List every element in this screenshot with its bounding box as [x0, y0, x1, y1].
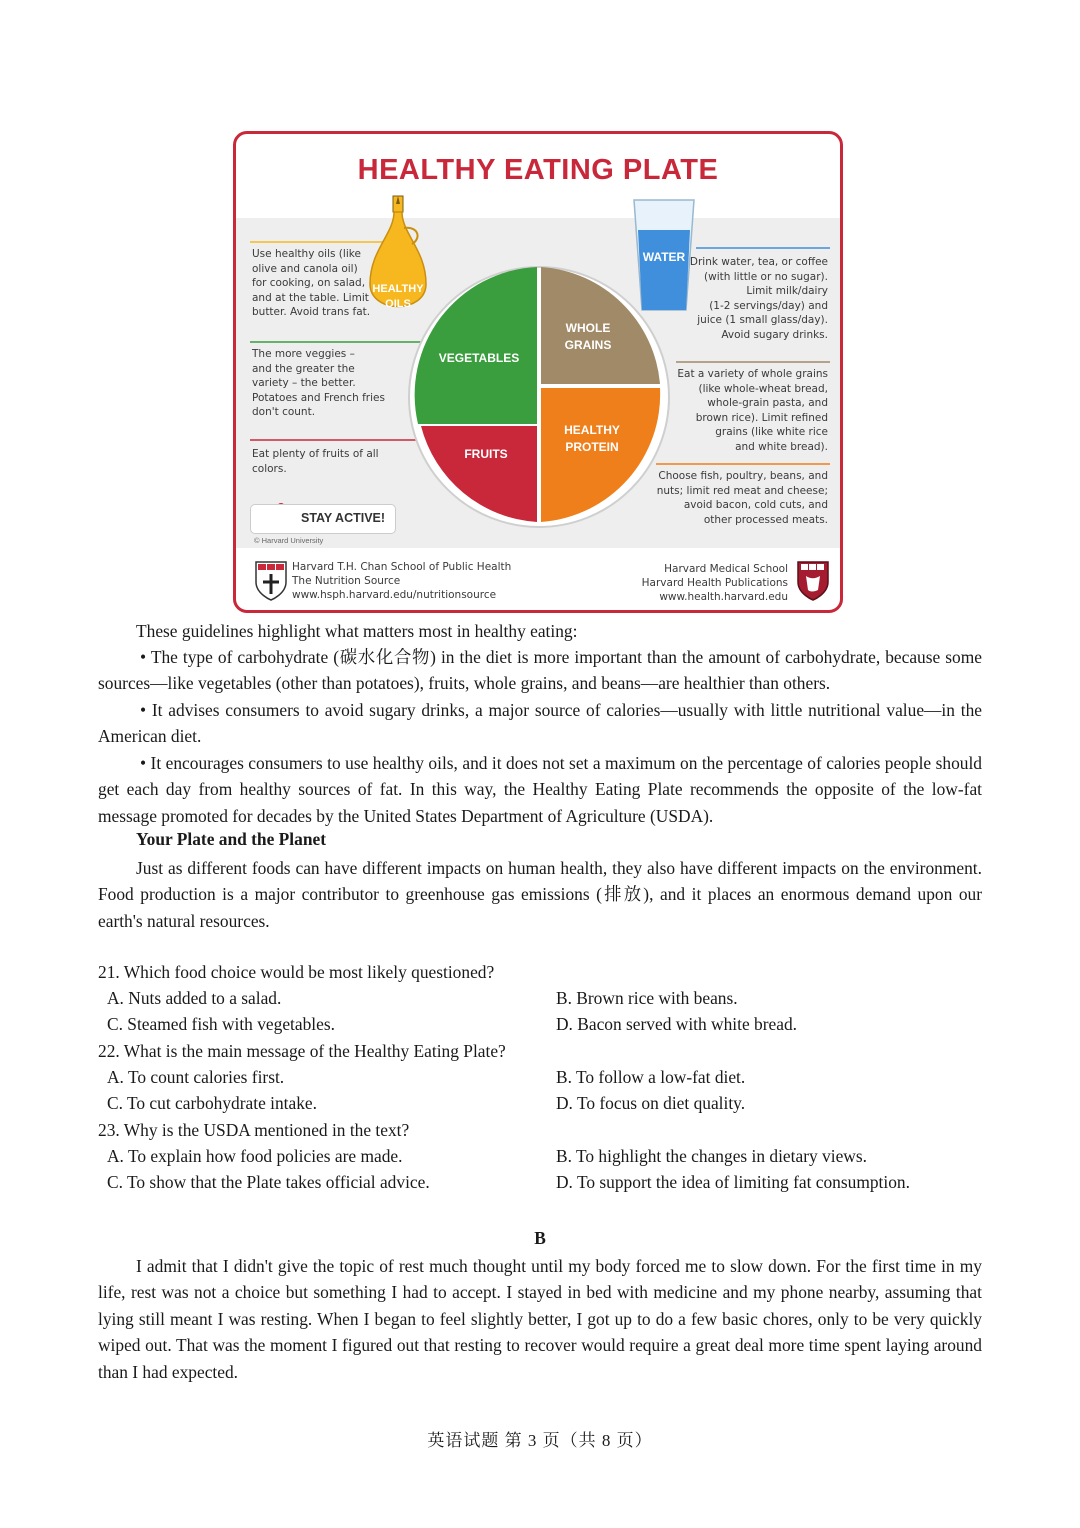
note-line: Limit milk/dairy — [746, 285, 828, 298]
infographic-title: HEALTHY EATING PLATE — [357, 154, 719, 186]
note-line: Choose fish, poultry, beans, and — [658, 470, 828, 482]
note-line: and at the table. Limit — [252, 291, 369, 304]
oils-note — [252, 247, 370, 320]
bullet-sugary-drinks: • It advises consumers to avoid sugary drinks, a major source of calories—usually with little nutritional value—in the American diet. — [98, 700, 982, 747]
credit-line: The Nutrition Source — [292, 575, 401, 587]
stay-active-label: STAY ACTIVE! — [301, 511, 386, 525]
note-line: juice (1 small glass/day). — [697, 314, 828, 327]
footer-right-credits — [642, 562, 788, 604]
note-line: brown rice). Limit refined — [695, 411, 828, 424]
question-22-option-b: B. To follow a low-fat diet. — [556, 1067, 746, 1087]
note-line: nuts; limit red meat and cheese; — [656, 484, 828, 497]
planet-paragraph: Just as different foods can have different impacts on human health, they also have different impacts on the environment. Food production is a major contributor to greenhouse gas emissions (排放), and it places an enormous demand upon our earth's natural resources. — [98, 858, 983, 931]
question-21-option-c: C. Steamed fish with vegetables. — [107, 1014, 335, 1034]
question-21-option-b: B. Brown rice with beans. — [556, 988, 738, 1008]
harvard-chan-shield-icon — [256, 562, 286, 600]
protein-segment — [541, 388, 660, 522]
question-23-option-b: B. To highlight the changes in dietary views. — [556, 1146, 867, 1166]
bullet-carbohydrate: • The type of carbohydrate (碳水化合物) in the diet is more important than the amount of carbohydrate, because some sources—like vegetables (other than potatoes), fruits, whole grains, and beans—are healthier than others. — [98, 647, 982, 694]
veggies-note — [252, 347, 385, 420]
vegetables-label: VEGETABLES — [438, 351, 520, 365]
stay-active-badge — [250, 504, 396, 534]
note-line: Eat a variety of whole grains — [677, 368, 828, 380]
credit-line: www.hsph.harvard.edu/nutritionsource — [292, 589, 497, 601]
note-line: (with little or no sugar). — [704, 270, 828, 283]
vegetables-segment — [415, 267, 537, 424]
question-23: 23. Why is the USDA mentioned in the text? — [98, 1120, 410, 1140]
note-line: Potatoes and French fries — [252, 391, 385, 404]
section-b-label: B — [534, 1228, 546, 1248]
note-line: (1-2 servings/day) and — [709, 299, 828, 312]
water-label: WATER — [642, 250, 686, 264]
fruits-note — [252, 447, 379, 476]
oils-label-line2: OILS — [385, 298, 411, 310]
note-line: colors. — [252, 462, 287, 475]
question-21: 21. Which food choice would be most likely questioned? — [98, 962, 495, 982]
note-line: The more veggies – — [252, 348, 355, 360]
note-line: for cooking, on salad, — [252, 277, 366, 290]
note-line: and the greater the — [252, 362, 355, 375]
copyright: © Harvard University — [254, 536, 324, 545]
note-line: and white bread). — [735, 440, 828, 453]
credit-line: Harvard T.H. Chan School of Public Health — [292, 561, 512, 573]
note-line: Drink water, tea, or coffee — [689, 256, 828, 268]
grains-note — [677, 367, 828, 455]
question-22-option-c: C. To cut carbohydrate intake. — [107, 1093, 317, 1113]
whole-grains-label-line1: WHOLE — [565, 321, 611, 335]
note-line: variety – the better. — [252, 377, 356, 390]
credit-line: www.health.harvard.edu — [659, 591, 788, 603]
credit-line: Harvard Health Publications — [641, 577, 788, 589]
note-line: avoid bacon, cold cuts, and — [683, 499, 828, 512]
note-line: butter. Avoid trans fat. — [252, 306, 371, 319]
question-21-option-d: D. Bacon served with white bread. — [556, 1014, 797, 1034]
water-note — [690, 255, 828, 343]
fruits-label: FRUITS — [464, 447, 508, 461]
question-23-option-a: A. To explain how food policies are made. — [107, 1146, 403, 1166]
protein-note — [657, 469, 828, 527]
harvard-medical-shield-icon — [798, 562, 828, 600]
oils-label-line1: HEALTHY — [372, 283, 424, 295]
note-line: Eat plenty of fruits of all — [252, 448, 379, 460]
healthy-eating-plate-infographic — [233, 131, 843, 613]
question-21-option-a: A. Nuts added to a salad. — [107, 988, 282, 1008]
note-line: (like whole-wheat bread, — [698, 382, 828, 395]
protein-label-line2: PROTEIN — [565, 440, 619, 454]
note-line: Avoid sugary drinks. — [721, 328, 828, 341]
protein-label-line1: HEALTHY — [564, 423, 620, 437]
section-heading: Your Plate and the Planet — [136, 829, 327, 849]
note-line: whole-grain pasta, and — [707, 397, 828, 410]
whole-grains-label-line2: GRAINS — [564, 338, 612, 352]
page-footer: 英语试题 第 3 页（共 8 页） — [427, 1431, 653, 1450]
question-22: 22. What is the main message of the Healthy Eating Plate? — [98, 1041, 506, 1061]
question-23-option-c: C. To show that the Plate takes official advice. — [107, 1172, 430, 1192]
bullet-healthy-oils: • It encourages consumers to use healthy oils, and it does not set a maximum on the percentage of calories people should get each day from healthy sources of fat. In this way, the Healthy Eating Plate recommends the opposite of the low-fat message promoted for decades by the United States Department of Agriculture (USDA). — [98, 753, 982, 826]
note-line: grains (like white rice — [715, 426, 828, 439]
question-22-option-d: D. To focus on diet quality. — [556, 1093, 746, 1113]
footer-left-credits — [292, 560, 511, 602]
credit-line: Harvard Medical School — [664, 563, 788, 575]
passage-intro: These guidelines highlight what matters most in healthy eating: — [136, 621, 578, 641]
note-line: Use healthy oils (like — [252, 248, 361, 260]
section-b-paragraph: I admit that I didn't give the topic of rest much thought until my body forced me to slow down. For the first time in my life, rest was not a choice but something I had to accept. I stayed in bed with medicine and my phone nearby, assuming that lying still meant I was resting. When I began to feel slightly better, I got up to do a few basic chores, only to be very quickly wiped out. That was the moment I figured out that resting to recover would require a great deal more time spent laying around than I had expected. — [98, 1256, 982, 1382]
note-line: olive and canola oil) — [252, 262, 358, 275]
question-23-option-d: D. To support the idea of limiting fat consumption. — [556, 1172, 910, 1192]
question-22-option-a: A. To count calories first. — [107, 1067, 285, 1087]
note-line: other processed meats. — [703, 513, 828, 526]
note-line: don't count. — [252, 406, 316, 419]
